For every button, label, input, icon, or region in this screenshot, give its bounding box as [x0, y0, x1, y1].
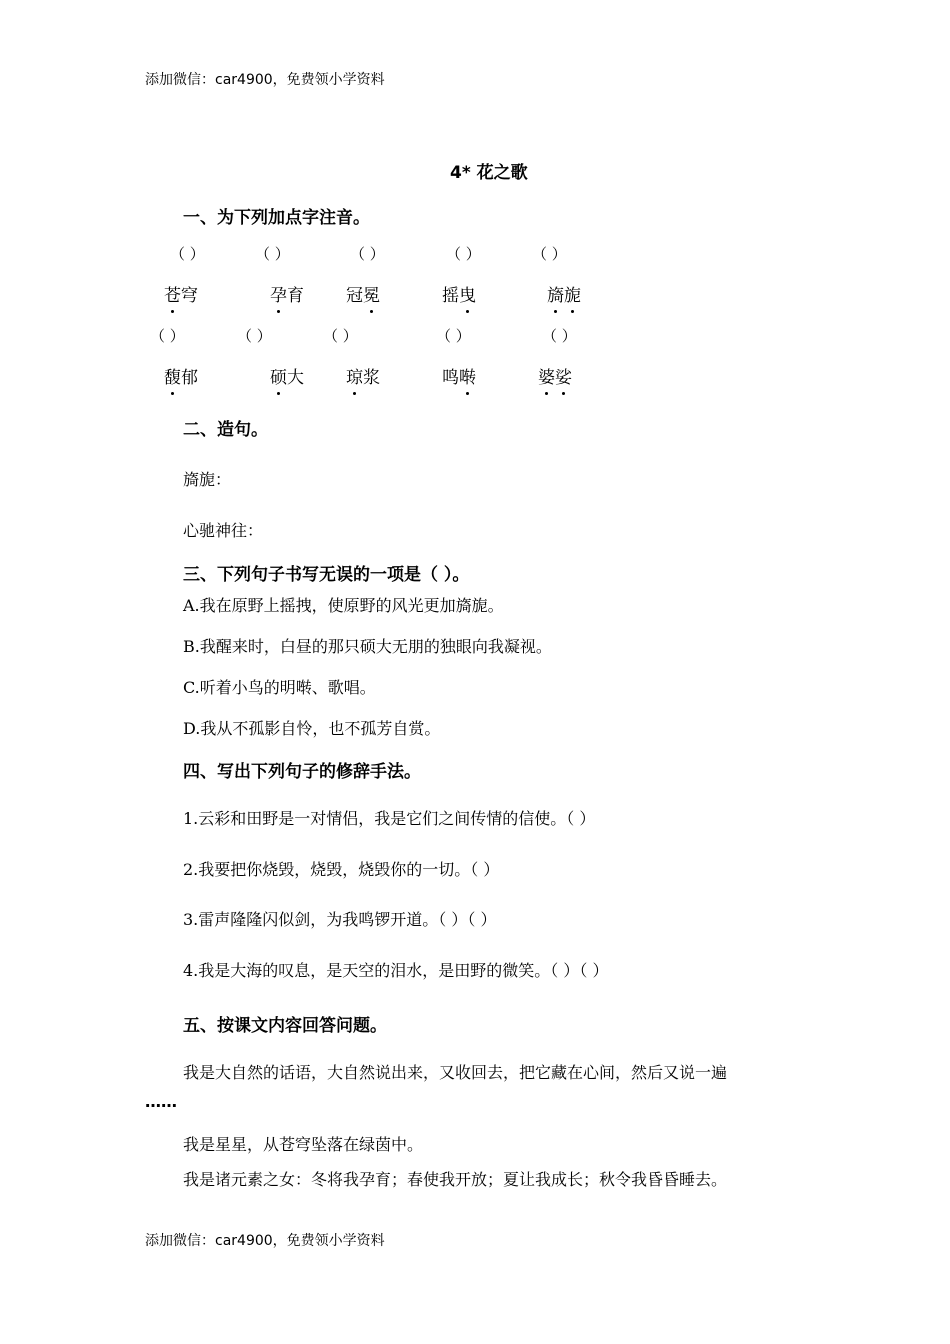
vocab-word: 鸣啭 — [442, 363, 476, 388]
section-4-heading: 四、写出下列句子的修辞手法。 — [183, 762, 421, 782]
rhetoric-item: 2.我要把你烧毁，烧毁，烧毁你的一切。（ ） — [183, 860, 500, 879]
choice-option: A.我在原野上摇拽，使原野的风光更加旖旎。 — [183, 596, 504, 615]
sentence-prompt: 旖旎： — [183, 470, 232, 489]
dotted-char: 苍 — [164, 281, 181, 306]
dotted-char: 曳 — [459, 281, 476, 306]
vocab-word: 孕育 — [270, 281, 304, 306]
passage-paragraph: 我是大自然的话语，大自然说出来，又收回去，把它藏在心间，然后又说一遍 — [183, 1063, 728, 1082]
page-header-watermark: 添加微信：car4900，免费领小学资料 — [145, 72, 385, 88]
sentence-prompt: 心驰神往： — [183, 521, 264, 540]
passage-paragraph: 我是诸元素之女：冬将我孕育；春使我开放；夏让我成长；秋令我昏昏睡去。 — [183, 1170, 728, 1189]
choice-option: D.我从不孤影自怜，也不孤芳自赏。 — [183, 719, 441, 738]
vocab-word: 苍穹 — [164, 281, 198, 306]
answer-paren: （ ） — [436, 327, 471, 345]
rhetoric-item: 1.云彩和田野是一对情侣，我是它们之间传情的信使。（ ） — [183, 809, 596, 828]
dotted-char: 硕 — [270, 363, 287, 388]
section-2-heading: 二、造句。 — [183, 420, 268, 440]
answer-paren: （ ） — [150, 327, 185, 345]
answer-paren: （ ） — [255, 245, 290, 263]
section-3-heading: 三、下列句子书写无误的一项是（ ）。 — [183, 565, 470, 585]
choice-option: B.我醒来时，白昼的那只硕大无朋的独眼向我凝视。 — [183, 637, 552, 656]
dotted-char: 旎 — [564, 281, 581, 306]
vocab-word — [547, 281, 581, 306]
answer-paren: （ ） — [542, 327, 577, 345]
passage-ellipsis: …… — [145, 1092, 177, 1111]
vocab-word: 琼浆 — [346, 363, 380, 388]
answer-paren: （ ） — [170, 245, 205, 263]
dotted-char: 孕 — [270, 281, 287, 306]
dotted-char: 琼 — [346, 363, 363, 388]
dotted-char: 馥 — [164, 363, 181, 388]
dotted-char: 啭 — [459, 363, 476, 388]
section-1-heading: 一、为下列加点字注音。 — [183, 208, 370, 228]
vocab-word: 冠冕 — [346, 281, 380, 306]
dotted-char: 旖 — [547, 281, 564, 306]
page-footer-watermark: 添加微信：car4900，免费领小学资料 — [145, 1233, 385, 1249]
section-5-heading: 五、按课文内容回答问题。 — [183, 1016, 387, 1036]
rhetoric-item: 4.我是大海的叹息，是天空的泪水，是田野的微笑。（ ）（ ） — [183, 961, 609, 980]
answer-paren: （ ） — [350, 245, 385, 263]
vocab-word: 硕大 — [270, 363, 304, 388]
answer-paren: （ ） — [237, 327, 272, 345]
vocab-word: 馥郁 — [164, 363, 198, 388]
vocab-word: 摇曳 — [442, 281, 476, 306]
vocab-word — [538, 363, 572, 388]
rhetoric-item: 3.雷声隆隆闪似剑，为我鸣锣开道。（ ）（ ） — [183, 910, 497, 929]
dotted-char: 婆 — [538, 363, 555, 388]
answer-paren: （ ） — [532, 245, 567, 263]
passage-paragraph: 我是星星，从苍穹坠落在绿茵中。 — [183, 1135, 424, 1154]
answer-paren: （ ） — [446, 245, 481, 263]
page-title: 4* 花之歌 — [450, 163, 528, 183]
choice-option: C.听着小鸟的明啭、歌唱。 — [183, 678, 376, 697]
answer-paren: （ ） — [323, 327, 358, 345]
dotted-char: 冕 — [363, 281, 380, 306]
dotted-char: 娑 — [555, 363, 572, 388]
